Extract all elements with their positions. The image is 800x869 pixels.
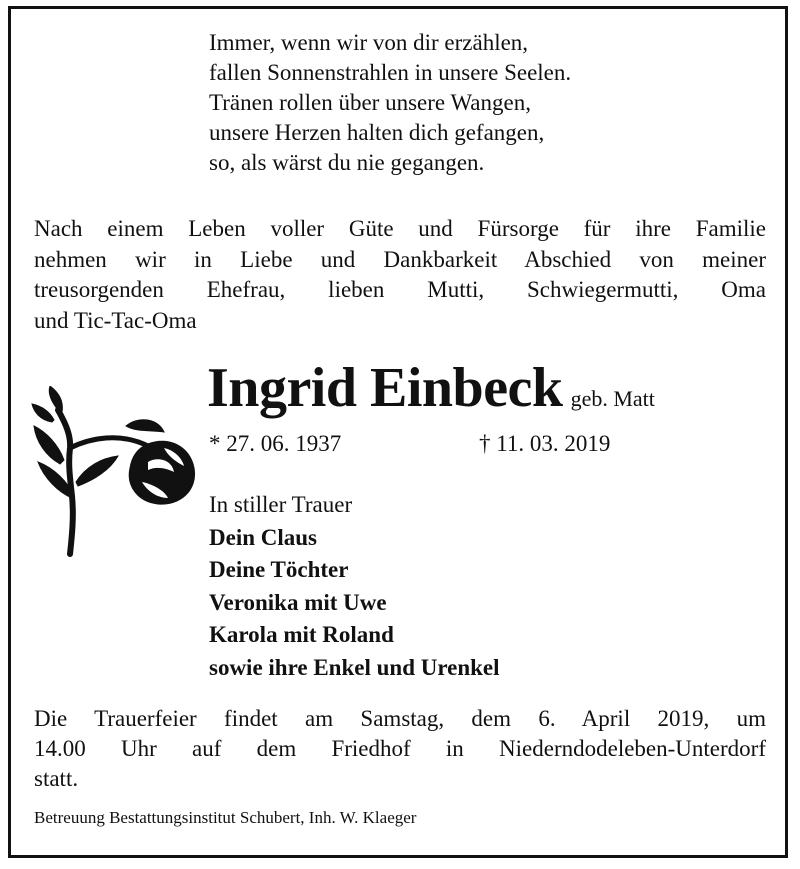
service-line: 14.00 Uhr auf dem Friedhof in Niederndodeleben-Unterdorf: [34, 736, 766, 761]
service-line: Die Trauerfeier findet am Samstag, dem 6. April 2019, um: [34, 706, 766, 731]
mourner-name: Dein Claus: [209, 524, 317, 550]
death-date: † 11. 03. 2019: [479, 431, 611, 456]
service-line: statt.: [34, 766, 79, 791]
intro-line: Nach einem Leben voller Güte und Fürsorge für ihre Familie: [34, 216, 766, 241]
poem-line: unsere Herzen halten dich gefangen,: [209, 120, 545, 145]
mourners: [209, 489, 500, 684]
birth-name: geb. Matt: [570, 386, 655, 411]
deceased-name: Ingrid Einbeck: [207, 357, 563, 419]
intro-text: [34, 214, 766, 336]
mourner-name: Karola mit Roland: [209, 622, 394, 647]
poem-line: so, als wärst du nie gegangen.: [209, 150, 485, 175]
service-notice: [34, 704, 766, 794]
poem: [209, 28, 571, 178]
poem-line: fallen Sonnenstrahlen in unsere Seelen.: [209, 60, 572, 85]
mourners-intro: In stiller Trauer: [209, 492, 353, 517]
funeral-home-credit: Betreuung Bestattungsinstitut Schubert, Inh. W. Klaeger: [34, 808, 417, 827]
birth-date: * 27. 06. 1937: [209, 431, 342, 456]
rose-icon: [30, 386, 200, 558]
intro-line: treusorgenden Ehefrau, lieben Mutti, Schwiegermutti, Oma: [34, 277, 766, 302]
deceased-name-row: [207, 356, 655, 420]
life-dates: [209, 431, 611, 457]
mourner-name: Deine Töchter: [209, 557, 349, 582]
poem-line: Tränen rollen über unsere Wangen,: [209, 90, 531, 115]
poem-line: Immer, wenn wir von dir erzählen,: [209, 30, 529, 55]
mourner-name: sowie ihre Enkel und Urenkel: [209, 654, 500, 680]
intro-line: und Tic-Tac-Oma: [34, 307, 197, 333]
intro-line: nehmen wir in Liebe und Dankbarkeit Abschied von meiner: [34, 246, 766, 272]
mourner-name: Veronika mit Uwe: [209, 589, 387, 615]
